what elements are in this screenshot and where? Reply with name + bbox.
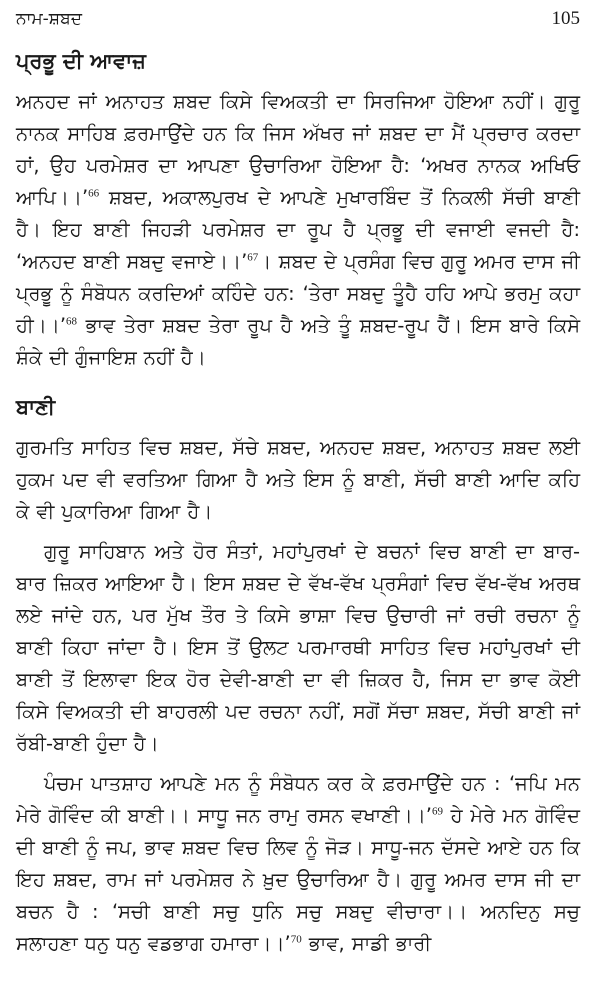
running-title: ਨਾਮ-ਸ਼ਬਦ bbox=[16, 9, 82, 29]
footnote-ref: 68 bbox=[66, 315, 78, 328]
paragraph-bani-intro: ਗੁਰਮਤਿ ਸਾਹਿਤ ਵਿਚ ਸ਼ਬਦ, ਸੱਚੇ ਸ਼ਬਦ, ਅਨਹਦ ਸ਼ਬਦ, ਅਨਾਹਤ ਸ਼ਬਦ ਲਈ ਹੁਕਮ ਪਦ ਵੀ ਵਰਤਿਆ ਗਿਆ ਹੈ ਅਤੇ ਇਸ ਨੂੰ ਬਾਣੀ, ਸੱਚੀ ਬਾਣੀ ਆਦਿ ਕਹਿ ਕੇ ਵੀ ਪੁਕਾਰਿਆ ਗਿਆ ਹੈ। bbox=[16, 436, 580, 523]
text-run: ਅਨਹਦ ਜਾਂ ਅਨਾਹਤ ਸ਼ਬਦ ਕਿਸੇ ਵਿਅਕਤੀ ਦਾ ਸਿਰਜਿਆ ਹੋਇਆ ਨਹੀਂ। ਗੁਰੂ ਨਾਨਕ ਸਾਹਿਬ ਫ਼ਰਮਾਉਂਦੇ ਹਨ ਕਿ ਜਿਸ ਅੱਖਰ ਜਾਂ ਸ਼ਬਦ ਦਾ ਮੈਂ ਪ੍ਰਚਾਰ ਕਰਦਾ ਹਾਂ, ਉਹ ਪਰਮੇਸ਼ਰ ਦਾ ਆਪਣਾ ਉਚਾਰਿਆ ਹੋਇਆ ਹੈ: ‘ਅਖਰ ਨਾਨਕ ਅਖਿਓ ਆਪਿ।।’ bbox=[16, 90, 580, 209]
footnote-ref: 69 bbox=[431, 805, 443, 818]
page-number: 105 bbox=[551, 8, 580, 29]
paragraph-bani-meanings: ਗੁਰੂ ਸਾਹਿਬਾਨ ਅਤੇ ਹੋਰ ਸੰਤਾਂ, ਮਹਾਂਪੁਰਖਾਂ ਦੇ ਬਚਨਾਂ ਵਿਚ ਬਾਣੀ ਦਾ ਬਾਰ-ਬਾਰ ਜ਼ਿਕਰ ਆਇਆ ਹੈ। ਇਸ ਸ਼ਬਦ ਦੇ ਵੱਖ-ਵੱਖ ਪ੍ਰਸੰਗਾਂ ਵਿਚ ਵੱਖ-ਵੱਖ ਅਰਥ ਲਏ ਜਾਂਦੇ ਹਨ, ਪਰ ਮੁੱਖ ਤੌਰ ਤੇ ਕਿਸੇ ਭਾਸ਼ਾ ਵਿਚ ਉਚਾਰੀ ਜਾਂ ਰਚੀ ਰਚਨਾ ਨੂੰ ਬਾਣੀ ਕਿਹਾ ਜਾਂਦਾ ਹੈ। ਇਸ ਤੋਂ ਉਲਟ ਪਰਮਾਰਥੀ ਸਾਹਿਤ ਵਿਚ ਮਹਾਂਪੁਰਖਾਂ ਦੀ ਬਾਣੀ ਤੋਂ ਇਲਾਵਾ ਇਕ ਹੋਰ ਦੇਵੀ-ਬਾਣੀ ਦਾ ਵੀ ਜ਼ਿਕਰ ਹੈ, ਜਿਸ ਦਾ ਭਾਵ ਕੋਈ ਕਿਸੇ ਵਿਅਕਤੀ ਦੀ ਬਾਹਰਲੀ ਪਦ ਰਚਨਾ ਨਹੀਂ, ਸਗੋਂ ਸੱਚਾ ਸ਼ਬਦ, ਸੱਚੀ ਬਾਣੀ ਜਾਂ ਰੱਬੀ-ਬਾਣੀ ਹੁੰਦਾ ਹੈ। bbox=[16, 540, 580, 755]
footnote-ref: 67 bbox=[247, 251, 259, 264]
text-run: ਭਾਵ ਤੇਰਾ ਸ਼ਬਦ ਤੇਰਾ ਰੂਪ ਹੈ ਅਤੇ ਤੂੰ ਸ਼ਬਦ-ਰੂਪ ਹੈਂ। ਇਸ ਬਾਰੇ ਕਿਸੇ ਸ਼ੰਕੇ ਦੀ ਗੁੰਜਾਇਸ਼ ਨਹੀਂ ਹੈ। bbox=[16, 314, 580, 369]
text-run: ਹੇ ਮੇਰੇ ਮਨ ਗੋਵਿੰਦ ਦੀ ਬਾਣੀ ਨੂੰ ਜਪ, ਭਾਵ ਸ਼ਬਦ ਵਿਚ ਲਿਵ ਨੂੰ ਜੋੜ। ਸਾਧੂ-ਜਨ ਦੱਸਦੇ ਆਏ ਹਨ ਕਿ ਇਹ ਸ਼ਬਦ, ਰਾਮ ਜਾਂ ਪਰਮੇਸ਼ਰ ਨੇ ਖ਼ੁਦ ਉਚਾਰਿਆ ਹੈ। ਗੁਰੂ ਅਮਰ ਦਾਸ ਜੀ ਦਾ ਬਚਨ ਹੈ : ‘ਸਚੀ ਬਾਣੀ ਸਚੁ ਧੁਨਿ ਸਚੁ ਸਬਦੁ ਵੀਚਾਰਾ।। ਅਨਦਿਨੁ ਸਚੁ ਸਲਾਹਣਾ ਧਨੁ ਧਨੁ ਵਡਭਾਗ ਹਮਾਰਾ।।’ bbox=[16, 804, 580, 955]
section-heading-voice-of-god: ਪ੍ਰਭੂ ਦੀ ਆਵਾਜ਼ bbox=[16, 49, 146, 73]
running-header bbox=[16, 8, 580, 34]
text-run: ਪੰਚਮ ਪਾਤਸ਼ਾਹ ਆਪਣੇ ਮਨ ਨੂੰ ਸੰਬੋਧਨ ਕਰ ਕੇ ਫ਼ਰਮਾਉਂਦੇ ਹਨ : ‘ਜਪਿ ਮਨ ਮੇਰੇ ਗੋਵਿੰਦ ਕੀ ਬਾਣੀ।। ਸਾਧੂ ਜਨ ਰਾਮੁ ਰਸਨ ਵਖਾਣੀ।।’ bbox=[16, 772, 580, 827]
text-run: ਭਾਵ, ਸਾਡੀ ਭਾਰੀ bbox=[301, 932, 432, 955]
paragraph-bani-quotes bbox=[16, 768, 580, 960]
text-run: ਸ਼ਬਦ, ਅਕਾਲਪੁਰਖ ਦੇ ਆਪਣੇ ਮੁਖਾਰਬਿੰਦ ਤੋਂ ਨਿਕਲੀ ਸੱਚੀ ਬਾਣੀ ਹੈ। ਇਹ ਬਾਣੀ ਜਿਹੜੀ ਪਰਮੇਸ਼ਰ ਦਾ ਰੂਪ ਹੈ ਪ੍ਰਭੂ ਦੀ ਵਜਾਈ ਵਜਦੀ ਹੈ: ‘ਅਨਹਦ ਬਾਣੀ ਸਬਦੁ ਵਜਾਏ।।’ bbox=[16, 186, 580, 273]
paragraph-voice-of-god bbox=[16, 86, 580, 374]
text-run: । ਸ਼ਬਦ ਦੇ ਪ੍ਰਸੰਗ ਵਿਚ ਗੁਰੂ ਅਮਰ ਦਾਸ ਜੀ ਪ੍ਰਭੂ ਨੂੰ ਸੰਬੋਧਨ ਕਰਦਿਆਂ ਕਹਿੰਦੇ ਹਨ: ‘ਤੇਰਾ ਸਬਦੁ ਤੂੰਹੈ ਹਹਿ ਆਪੇ ਭਰਮੁ ਕਹਾ ਹੀ।।’ bbox=[16, 250, 580, 337]
footnote-ref: 66 bbox=[88, 187, 100, 200]
section-heading-bani: ਬਾਣੀ bbox=[16, 395, 56, 419]
footnote-ref: 70 bbox=[290, 933, 302, 946]
